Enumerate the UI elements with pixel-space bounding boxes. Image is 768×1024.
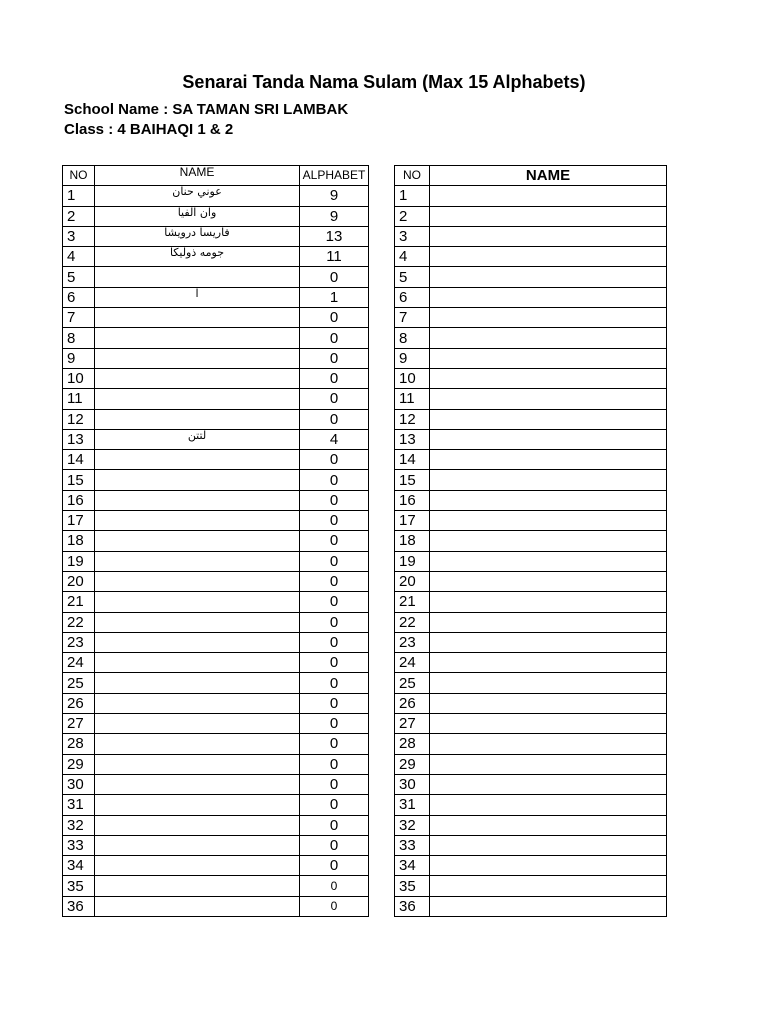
- row-number: 4: [63, 247, 95, 267]
- row-number: 26: [63, 693, 95, 713]
- row-name-blank: [430, 632, 667, 652]
- table-row: [63, 815, 369, 835]
- table-row: [63, 754, 369, 774]
- row-number: 13: [395, 429, 430, 449]
- table-row: [395, 308, 667, 328]
- table-row: [63, 368, 369, 388]
- row-alphabet-count: 0: [300, 551, 369, 571]
- table-row: [395, 287, 667, 307]
- row-name-blank: [430, 815, 667, 835]
- row-name-blank: [430, 328, 667, 348]
- table-row: [395, 754, 667, 774]
- row-number: 35: [63, 876, 95, 896]
- row-name-blank: [430, 429, 667, 449]
- row-number: 22: [63, 612, 95, 632]
- row-number: 15: [395, 470, 430, 490]
- table-row: [395, 856, 667, 876]
- row-name-blank: [430, 896, 667, 916]
- table-row: [395, 429, 667, 449]
- row-name: [95, 856, 300, 876]
- row-number: 8: [395, 328, 430, 348]
- table-row: [395, 226, 667, 246]
- row-number: 8: [63, 328, 95, 348]
- row-number: 32: [63, 815, 95, 835]
- table-row: [395, 450, 667, 470]
- row-number: 31: [63, 795, 95, 815]
- row-number: 13: [63, 429, 95, 449]
- table-row: [395, 531, 667, 551]
- row-number: 3: [395, 226, 430, 246]
- row-name-blank: [430, 186, 667, 206]
- row-number: 6: [395, 287, 430, 307]
- row-number: 29: [395, 754, 430, 774]
- row-name-blank: [430, 348, 667, 368]
- row-alphabet-count: 0: [300, 673, 369, 693]
- row-number: 34: [63, 856, 95, 876]
- row-name-blank: [430, 673, 667, 693]
- table-row: [63, 653, 369, 673]
- row-name: وان الفيا: [95, 206, 300, 226]
- row-name-blank: [430, 876, 667, 896]
- table-row: [395, 571, 667, 591]
- row-alphabet-count: 0: [300, 490, 369, 510]
- row-name: [95, 368, 300, 388]
- row-number: 23: [63, 632, 95, 652]
- table-row: [395, 592, 667, 612]
- table-row: [395, 896, 667, 916]
- row-number: 28: [395, 734, 430, 754]
- row-name-blank: [430, 774, 667, 794]
- row-name-blank: [430, 571, 667, 591]
- row-alphabet-count: 0: [300, 693, 369, 713]
- table-row: [63, 632, 369, 652]
- row-name-blank: [430, 592, 667, 612]
- row-number: 11: [63, 389, 95, 409]
- row-name: [95, 673, 300, 693]
- row-name-blank: [430, 612, 667, 632]
- row-number: 22: [395, 612, 430, 632]
- header-no: NO: [63, 166, 95, 186]
- row-number: 9: [395, 348, 430, 368]
- row-number: 34: [395, 856, 430, 876]
- row-name: [95, 328, 300, 348]
- table-row: [395, 795, 667, 815]
- table-row: [63, 206, 369, 226]
- table-row: [63, 856, 369, 876]
- table-row: [395, 328, 667, 348]
- row-name: [95, 876, 300, 896]
- row-number: 24: [63, 653, 95, 673]
- row-number: 33: [63, 835, 95, 855]
- row-number: 12: [63, 409, 95, 429]
- row-number: 21: [63, 592, 95, 612]
- row-name-blank: [430, 835, 667, 855]
- row-number: 16: [63, 490, 95, 510]
- row-name-blank: [430, 450, 667, 470]
- table-row: [63, 429, 369, 449]
- row-name: [95, 450, 300, 470]
- row-alphabet-count: 0: [300, 896, 369, 916]
- row-alphabet-count: 9: [300, 186, 369, 206]
- row-alphabet-count: 0: [300, 409, 369, 429]
- row-alphabet-count: 0: [300, 795, 369, 815]
- row-name-blank: [430, 551, 667, 571]
- row-number: 9: [63, 348, 95, 368]
- row-name: [95, 795, 300, 815]
- row-name-blank: [430, 693, 667, 713]
- row-name-blank: [430, 511, 667, 531]
- row-name: [95, 531, 300, 551]
- row-number: 33: [395, 835, 430, 855]
- table-row: [63, 348, 369, 368]
- row-number: 36: [63, 896, 95, 916]
- header-alphabet: ALPHABET: [300, 166, 369, 186]
- row-name: فاريسا درويشا: [95, 226, 300, 246]
- row-name: [95, 592, 300, 612]
- row-name: [95, 551, 300, 571]
- table-row: [395, 774, 667, 794]
- row-number: 17: [395, 511, 430, 531]
- row-name: [95, 896, 300, 916]
- row-number: 12: [395, 409, 430, 429]
- table-row: [63, 592, 369, 612]
- table-row: [63, 490, 369, 510]
- row-name-blank: [430, 226, 667, 246]
- row-number: 25: [63, 673, 95, 693]
- row-number: 28: [63, 734, 95, 754]
- table-row: [63, 226, 369, 246]
- row-alphabet-count: 13: [300, 226, 369, 246]
- row-number: 5: [63, 267, 95, 287]
- row-name-blank: [430, 389, 667, 409]
- row-name-blank: [430, 287, 667, 307]
- row-number: 10: [63, 368, 95, 388]
- row-number: 5: [395, 267, 430, 287]
- table-row: [63, 551, 369, 571]
- row-number: 6: [63, 287, 95, 307]
- row-name: [95, 348, 300, 368]
- row-alphabet-count: 0: [300, 754, 369, 774]
- name-alphabet-table: [62, 165, 369, 917]
- table-row: [63, 795, 369, 815]
- row-name-blank: [430, 267, 667, 287]
- row-alphabet-count: 0: [300, 511, 369, 531]
- row-alphabet-count: 0: [300, 328, 369, 348]
- table-row: [63, 328, 369, 348]
- row-number: 23: [395, 632, 430, 652]
- row-number: 21: [395, 592, 430, 612]
- row-number: 7: [395, 308, 430, 328]
- row-name: [95, 693, 300, 713]
- row-name-blank: [430, 734, 667, 754]
- table-row: [395, 551, 667, 571]
- table-row: [63, 186, 369, 206]
- table-row: [63, 470, 369, 490]
- table-row: [395, 653, 667, 673]
- row-alphabet-count: 4: [300, 429, 369, 449]
- left-table-body: [63, 186, 369, 917]
- row-alphabet-count: 0: [300, 774, 369, 794]
- row-name: [95, 389, 300, 409]
- row-name-blank: [430, 470, 667, 490]
- table-row: [63, 774, 369, 794]
- row-number: 19: [63, 551, 95, 571]
- table-row: [63, 896, 369, 916]
- table-row: [395, 714, 667, 734]
- row-number: 2: [63, 206, 95, 226]
- table-row: [395, 389, 667, 409]
- row-number: 10: [395, 368, 430, 388]
- row-name: [95, 267, 300, 287]
- row-number: 16: [395, 490, 430, 510]
- class-name: Class : 4 BAIHAQI 1 & 2: [64, 121, 234, 138]
- row-name-blank: [430, 754, 667, 774]
- row-name-blank: [430, 653, 667, 673]
- table-row: [395, 247, 667, 267]
- right-table-body: [395, 186, 667, 917]
- row-name: [95, 653, 300, 673]
- row-number: 1: [395, 186, 430, 206]
- row-number: 32: [395, 815, 430, 835]
- name-entry-table: [394, 165, 667, 917]
- row-name: [95, 409, 300, 429]
- row-name-blank: [430, 409, 667, 429]
- row-alphabet-count: 0: [300, 267, 369, 287]
- row-number: 29: [63, 754, 95, 774]
- row-number: 14: [63, 450, 95, 470]
- row-name-blank: [430, 206, 667, 226]
- row-number: 30: [63, 774, 95, 794]
- row-name: جومه ذوليكا: [95, 247, 300, 267]
- table-row: [63, 673, 369, 693]
- table-row: [63, 734, 369, 754]
- school-name: School Name : SA TAMAN SRI LAMBAK: [64, 101, 349, 118]
- row-name: [95, 308, 300, 328]
- row-alphabet-count: 0: [300, 835, 369, 855]
- table-row: [395, 876, 667, 896]
- row-name-blank: [430, 490, 667, 510]
- table-row: [63, 693, 369, 713]
- table-row: [63, 450, 369, 470]
- row-name: [95, 774, 300, 794]
- table-row: [63, 287, 369, 307]
- table-row: [395, 368, 667, 388]
- table-row: [63, 409, 369, 429]
- row-name: [95, 470, 300, 490]
- header-name: NAME: [430, 166, 667, 186]
- table-row: [63, 571, 369, 591]
- row-name: [95, 490, 300, 510]
- table-header-row: [63, 166, 369, 186]
- row-alphabet-count: 0: [300, 571, 369, 591]
- page-title: Senarai Tanda Nama Sulam (Max 15 Alphabets): [182, 72, 586, 92]
- table-row: [395, 632, 667, 652]
- table-row: [395, 409, 667, 429]
- row-name-blank: [430, 308, 667, 328]
- row-number: 31: [395, 795, 430, 815]
- table-row: [395, 693, 667, 713]
- row-alphabet-count: 0: [300, 389, 369, 409]
- row-name: [95, 835, 300, 855]
- row-name-blank: [430, 531, 667, 551]
- row-number: 3: [63, 226, 95, 246]
- row-name: [95, 632, 300, 652]
- row-number: 35: [395, 876, 430, 896]
- row-number: 18: [63, 531, 95, 551]
- row-number: 19: [395, 551, 430, 571]
- table-row: [63, 612, 369, 632]
- row-number: 11: [395, 389, 430, 409]
- row-alphabet-count: 0: [300, 592, 369, 612]
- row-number: 27: [63, 714, 95, 734]
- row-name: [95, 571, 300, 591]
- row-name: لتتن: [95, 429, 300, 449]
- table-row: [395, 206, 667, 226]
- table-row: [63, 308, 369, 328]
- row-alphabet-count: 1: [300, 287, 369, 307]
- row-alphabet-count: 0: [300, 531, 369, 551]
- table-row: [395, 511, 667, 531]
- table-row: [395, 348, 667, 368]
- table-row: [63, 389, 369, 409]
- row-name: [95, 754, 300, 774]
- table-row: [63, 876, 369, 896]
- row-alphabet-count: 0: [300, 876, 369, 896]
- table-row: [63, 531, 369, 551]
- header-no: NO: [395, 166, 430, 186]
- row-name-blank: [430, 368, 667, 388]
- row-name-blank: [430, 247, 667, 267]
- table-row: [395, 267, 667, 287]
- row-number: 20: [395, 571, 430, 591]
- table-row: [63, 267, 369, 287]
- row-name: [95, 734, 300, 754]
- row-name: عوني حنان: [95, 186, 300, 206]
- table-header-row: [395, 166, 667, 186]
- row-alphabet-count: 0: [300, 632, 369, 652]
- row-alphabet-count: 0: [300, 815, 369, 835]
- table-row: [395, 470, 667, 490]
- row-number: 36: [395, 896, 430, 916]
- header-name: NAME: [95, 166, 300, 186]
- row-alphabet-count: 0: [300, 308, 369, 328]
- row-number: 25: [395, 673, 430, 693]
- table-row: [63, 247, 369, 267]
- row-name: [95, 612, 300, 632]
- row-number: 1: [63, 186, 95, 206]
- table-row: [395, 734, 667, 754]
- table-row: [395, 815, 667, 835]
- row-number: 14: [395, 450, 430, 470]
- row-number: 4: [395, 247, 430, 267]
- row-number: 18: [395, 531, 430, 551]
- row-alphabet-count: 0: [300, 470, 369, 490]
- row-name-blank: [430, 856, 667, 876]
- row-number: 15: [63, 470, 95, 490]
- row-alphabet-count: 0: [300, 612, 369, 632]
- row-alphabet-count: 11: [300, 247, 369, 267]
- row-number: 24: [395, 653, 430, 673]
- row-alphabet-count: 0: [300, 856, 369, 876]
- table-row: [395, 835, 667, 855]
- table-row: [63, 511, 369, 531]
- table-row: [395, 186, 667, 206]
- row-number: 27: [395, 714, 430, 734]
- row-alphabet-count: 0: [300, 714, 369, 734]
- row-alphabet-count: 0: [300, 734, 369, 754]
- row-alphabet-count: 0: [300, 368, 369, 388]
- row-name: [95, 815, 300, 835]
- table-row: [395, 673, 667, 693]
- row-number: 2: [395, 206, 430, 226]
- row-number: 20: [63, 571, 95, 591]
- table-row: [395, 490, 667, 510]
- row-number: 30: [395, 774, 430, 794]
- row-name: [95, 511, 300, 531]
- row-name: ا: [95, 287, 300, 307]
- row-alphabet-count: 0: [300, 450, 369, 470]
- row-name: [95, 714, 300, 734]
- row-number: 17: [63, 511, 95, 531]
- row-name-blank: [430, 714, 667, 734]
- table-row: [395, 612, 667, 632]
- row-number: 7: [63, 308, 95, 328]
- table-row: [63, 714, 369, 734]
- row-alphabet-count: 9: [300, 206, 369, 226]
- row-name-blank: [430, 795, 667, 815]
- row-number: 26: [395, 693, 430, 713]
- row-alphabet-count: 0: [300, 653, 369, 673]
- row-alphabet-count: 0: [300, 348, 369, 368]
- table-row: [63, 835, 369, 855]
